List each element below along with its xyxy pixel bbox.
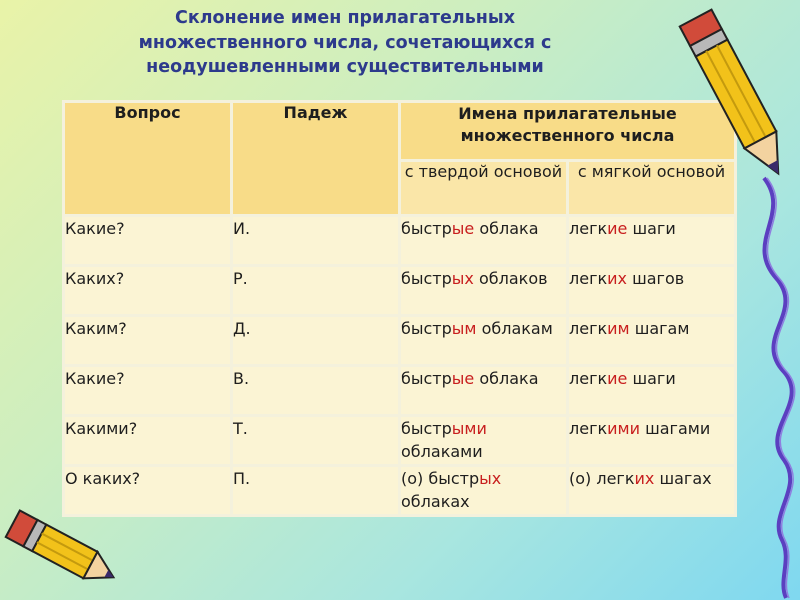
word-stem: легк <box>569 319 608 338</box>
noun-text: облаках <box>401 492 470 511</box>
question-cell: Какими? <box>64 416 232 466</box>
question-cell: Каким? <box>64 316 232 366</box>
title-line-2: множественного числа, сочетающихся с <box>138 32 552 53</box>
noun-text: шагов <box>627 269 685 288</box>
hard-stem-cell <box>400 466 568 516</box>
word-stem: легк <box>569 369 608 388</box>
word-ending: ых <box>451 269 474 288</box>
noun-text: облаками <box>401 442 483 461</box>
word-ending: ым <box>451 319 477 338</box>
word-ending: ые <box>451 369 475 388</box>
case-cell: Т. <box>232 416 400 466</box>
hard-stem-cell <box>400 366 568 416</box>
word-stem: быстр <box>401 419 452 438</box>
noun-text: облака <box>474 219 539 238</box>
word-stem: легк <box>569 219 608 238</box>
word-stem: (о) быстр <box>401 469 480 488</box>
case-cell: В. <box>232 366 400 416</box>
table-row <box>64 466 736 516</box>
case-cell: П. <box>232 466 400 516</box>
word-stem: легк <box>569 419 608 438</box>
header-soft-stem: с мягкой основой <box>568 161 736 216</box>
title-line-3: неодушевленными существительными <box>146 57 544 77</box>
word-stem: быстр <box>401 219 452 238</box>
question-cell: Какие? <box>64 366 232 416</box>
case-cell: Р. <box>232 266 400 316</box>
pencil-icon <box>0 500 130 600</box>
table-row <box>64 416 736 466</box>
word-ending: им <box>607 319 630 338</box>
pencil-icon <box>660 0 800 600</box>
case-cell: Д. <box>232 316 400 366</box>
question-cell: Каких? <box>64 266 232 316</box>
word-ending: ие <box>607 369 628 388</box>
table-row <box>64 266 736 316</box>
title-line-1: Склонение имен прилагательных <box>174 8 515 28</box>
word-ending: ими <box>607 419 641 438</box>
noun-text: шаги <box>627 219 676 238</box>
header-adjectives: Имена прилагательные множественного числа <box>400 102 736 161</box>
noun-text: шагам <box>629 319 690 338</box>
slide-title <box>60 6 630 80</box>
hard-stem-cell <box>400 416 568 466</box>
header-hard-stem: с твердой основой <box>400 161 568 216</box>
word-ending: ых <box>479 469 502 488</box>
word-stem: легк <box>569 269 608 288</box>
word-stem: быстр <box>401 319 452 338</box>
case-cell: И. <box>232 216 400 266</box>
word-stem: (о) легк <box>569 469 635 488</box>
header-case: Падеж <box>232 102 400 216</box>
noun-text: шаги <box>627 369 676 388</box>
word-ending: их <box>634 469 655 488</box>
declension-table <box>62 100 737 517</box>
noun-text: облаков <box>473 269 548 288</box>
noun-text: облакам <box>476 319 553 338</box>
noun-text: шагах <box>654 469 712 488</box>
word-ending: ые <box>451 219 475 238</box>
word-stem: быстр <box>401 369 452 388</box>
noun-text: шагами <box>640 419 711 438</box>
noun-text: облака <box>474 369 539 388</box>
header-question: Вопрос <box>64 102 232 216</box>
hard-stem-cell <box>400 316 568 366</box>
word-ending: их <box>607 269 628 288</box>
table-row <box>64 366 736 416</box>
word-ending: ие <box>607 219 628 238</box>
question-cell: Какие? <box>64 216 232 266</box>
hard-stem-cell <box>400 216 568 266</box>
word-stem: быстр <box>401 269 452 288</box>
question-cell: О каких? <box>64 466 232 516</box>
hard-stem-cell <box>400 266 568 316</box>
table-row <box>64 216 736 266</box>
table-row <box>64 316 736 366</box>
word-ending: ыми <box>451 419 487 438</box>
